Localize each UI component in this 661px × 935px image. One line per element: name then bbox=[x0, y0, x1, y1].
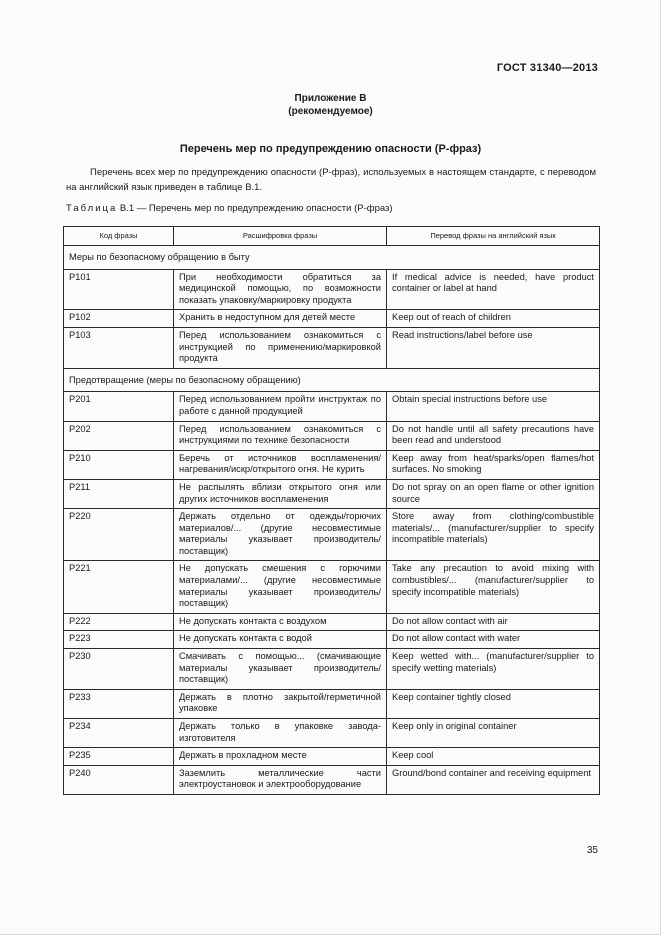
phrase-russian: Не распылять вблизи открытого огня или других источников воспламенения bbox=[174, 479, 387, 508]
column-header-code: Код фразы bbox=[64, 227, 174, 246]
phrase-code: P221 bbox=[64, 561, 174, 613]
phrase-code: P222 bbox=[64, 613, 174, 631]
column-header-russian: Расшифровка фразы bbox=[174, 227, 387, 246]
phrase-code: P102 bbox=[64, 310, 174, 328]
intro-paragraph: Перечень всех мер по предупреждению опасности (Р-фраз), используемых в настоящем стандарте, с переводом на английский язык приведен в таблице В.1. bbox=[66, 167, 596, 193]
table-row bbox=[64, 631, 600, 649]
phrase-code: P235 bbox=[64, 748, 174, 766]
table-row bbox=[64, 765, 600, 794]
table-row bbox=[64, 310, 600, 328]
table-row bbox=[64, 509, 600, 561]
phrase-code: P220 bbox=[64, 509, 174, 561]
phrase-russian: Не допускать смешения с горючими материалами/... (другие несовместимые материалы указывает производитель/поставщик) bbox=[174, 561, 387, 613]
table-caption-text: В.1 — Перечень мер по предупреждению опасности (Р-фраз) bbox=[117, 203, 393, 214]
phrase-english: Keep cool bbox=[387, 748, 600, 766]
table-row bbox=[64, 689, 600, 718]
phrase-english: Keep wetted with... (manufacturer/supplier to specify wetting materials) bbox=[387, 649, 600, 690]
phrase-english: Store away from clothing/combustible materials/... (manufacturer/supplier to specify incompatible materials) bbox=[387, 509, 600, 561]
phrase-code: P230 bbox=[64, 649, 174, 690]
table-section-row bbox=[64, 368, 600, 392]
phrase-russian: Хранить в недоступном для детей месте bbox=[174, 310, 387, 328]
phrase-russian: Не допускать контакта с воздухом bbox=[174, 613, 387, 631]
phrase-code: P210 bbox=[64, 450, 174, 479]
phrase-english: Ground/bond container and receiving equipment bbox=[387, 765, 600, 794]
table-caption bbox=[66, 203, 393, 214]
table-row bbox=[64, 392, 600, 421]
phrase-english: Keep away from heat/sparks/open flames/hot surfaces. No smoking bbox=[387, 450, 600, 479]
table-row bbox=[64, 450, 600, 479]
annex-title: Приложение В bbox=[294, 93, 367, 104]
phrase-english: Read instructions/label before use bbox=[387, 327, 600, 368]
column-header-english: Перевод фразы на английский язык bbox=[387, 227, 600, 246]
phrase-english: Keep out of reach of children bbox=[387, 310, 600, 328]
phrase-english: Do not allow contact with water bbox=[387, 631, 600, 649]
phrase-russian: Смачивать с помощью... (смачивающие материалы указывает производитель/поставщик) bbox=[174, 649, 387, 690]
phrase-russian: Держать только в упаковке завода-изготовителя bbox=[174, 719, 387, 748]
phrase-english: Obtain special instructions before use bbox=[387, 392, 600, 421]
section-heading: Меры по безопасному обращению в быту bbox=[64, 246, 600, 270]
standard-id: ГОСТ 31340—2013 bbox=[496, 62, 598, 74]
table-row bbox=[64, 719, 600, 748]
phrase-russian: Перед использованием ознакомиться с инструкцией по применению/маркировкой продукта bbox=[174, 327, 387, 368]
table-row bbox=[64, 269, 600, 310]
phrase-russian: При необходимости обратиться за медицинской помощью, по возможности показать упаковку/маркировку продукта bbox=[174, 269, 387, 310]
phrase-code: P103 bbox=[64, 327, 174, 368]
phrase-english: Do not handle until all safety precautions have been read and understood bbox=[387, 421, 600, 450]
table-row bbox=[64, 649, 600, 690]
annex-heading bbox=[0, 92, 661, 118]
phrase-english: Keep only in original container bbox=[387, 719, 600, 748]
phrase-code: P234 bbox=[64, 719, 174, 748]
phrase-english: Do not allow contact with air bbox=[387, 613, 600, 631]
phrase-english: Take any precaution to avoid mixing with combustibles/... (manufacturer/supplier to specify incompatible materials) bbox=[387, 561, 600, 613]
annex-status: (рекомендуемое) bbox=[288, 106, 373, 117]
phrase-russian: Перед использованием пройти инструктаж по работе с данной продукцией bbox=[174, 392, 387, 421]
table-body bbox=[64, 246, 600, 795]
page-number: 35 bbox=[586, 845, 598, 856]
section-heading: Предотвращение (меры по безопасному обращению) bbox=[64, 368, 600, 392]
table-header-row bbox=[64, 227, 600, 246]
table-row bbox=[64, 327, 600, 368]
phrase-code: P233 bbox=[64, 689, 174, 718]
phrase-russian: Заземлить металлические части электроустановок и электрооборудование bbox=[174, 765, 387, 794]
table-row bbox=[64, 748, 600, 766]
phrase-russian: Не допускать контакта с водой bbox=[174, 631, 387, 649]
phrase-russian: Держать отдельно от одежды/горючих материалов/... (другие несовместимые материалы указывает производитель/поставщик) bbox=[174, 509, 387, 561]
phrase-code: P201 bbox=[64, 392, 174, 421]
phrase-code: P101 bbox=[64, 269, 174, 310]
phrase-code: P223 bbox=[64, 631, 174, 649]
phrase-code: P211 bbox=[64, 479, 174, 508]
table-section-row bbox=[64, 246, 600, 270]
phrase-russian: Держать в прохладном месте bbox=[174, 748, 387, 766]
phrase-code: P202 bbox=[64, 421, 174, 450]
table-row bbox=[64, 613, 600, 631]
p-phrases-table bbox=[63, 226, 600, 795]
phrase-russian: Перед использованием ознакомиться с инструкциями по технике безопасности bbox=[174, 421, 387, 450]
phrase-russian: Держать в плотно закрытой/герметичной упаковке bbox=[174, 689, 387, 718]
phrase-english: Do not spray on an open flame or other ignition source bbox=[387, 479, 600, 508]
table-row bbox=[64, 561, 600, 613]
table-row bbox=[64, 421, 600, 450]
phrase-code: P240 bbox=[64, 765, 174, 794]
phrase-russian: Беречь от источников воспламенения/нагревания/искр/открытого огня. Не курить bbox=[174, 450, 387, 479]
table-row bbox=[64, 479, 600, 508]
phrase-english: If medical advice is needed, have product container or label at hand bbox=[387, 269, 600, 310]
phrase-english: Keep container tightly closed bbox=[387, 689, 600, 718]
table-caption-label: Таблица bbox=[66, 203, 118, 214]
document-title: Перечень мер по предупреждению опасности (Р-фраз) bbox=[179, 143, 482, 155]
